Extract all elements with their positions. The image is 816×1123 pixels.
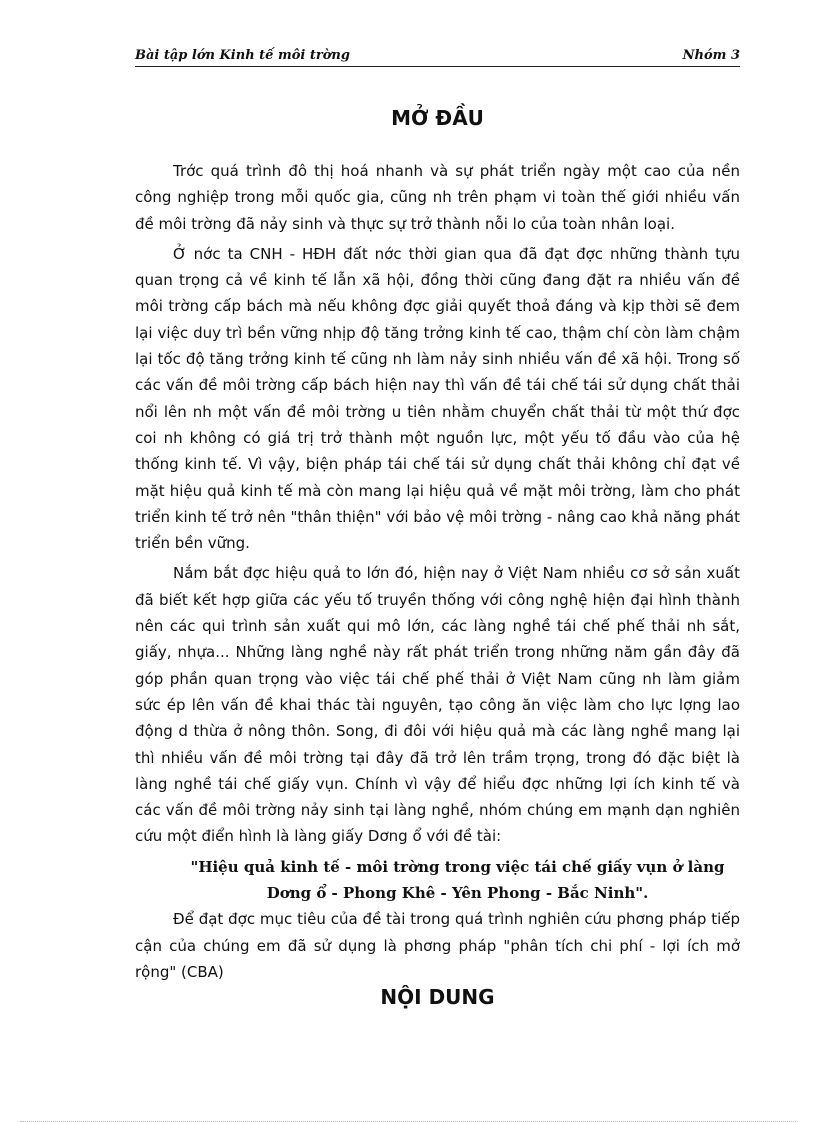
page-bottom-divider [20, 1121, 796, 1122]
header-group-label: Nhóm 3 [682, 48, 740, 63]
paragraph-2: Ở nớc ta CNH - HĐH đất nớc thời gian qua đã đạt đợc những thành tựu quan trọng cả về kinh tế lẫn xã hội, đồng thời cũng đang đặt ra nhiều vấn đề môi trờng cấp bách mà nếu không đợc giải quyết thoả đáng và kịp thời sẽ đem lại việc duy trì bền vững nhịp độ tăng trởng kinh tế cao, thậm chí còn làm chậm lại tốc độ tăng trởng kinh tế cũng nh làm nảy sinh nhiều vấn đề xã hội. Trong số các vấn đề môi trờng cấp bách hiện nay thì vấn đề tái chế tái sử dụng chất thải nổi lên nh một vấn đề môi trờng u tiên nhằm chuyển chất thải từ một thứ đợc coi nh không có giá trị trở thành một nguồn lực, một yếu tố đầu vào của hệ thống kinh tế. Vì vậy, biện pháp tái chế tái sử dụng chất thải không chỉ đạt về mặt hiệu quả kinh tế mà còn mang lại hiệu quả về mặt môi trờng, làm cho phát triển kinh tế trở nên "thân thiện" với bảo vệ môi trờng - nâng cao khả năng phát triển bền vững. [135, 244, 740, 553]
paragraph-4: Để đạt đợc mục tiêu của đề tài trong quá trình nghiên cứu phơng pháp tiếp cận của chúng em đã sử dụng là phơng pháp "phân tích chi phí - lợi ích mở rộng" (CBA) [135, 910, 740, 981]
topic-quote-line-1: "Hiệu quả kinh tế - môi trờng trong việc tái chế giấy vụn ở làng [190, 857, 725, 876]
page-header [135, 48, 740, 67]
header-document-title: Bài tập lớn Kinh tế môi trờng [135, 48, 350, 63]
body-text [135, 158, 740, 989]
page-title: MỞ ĐẦU [391, 106, 484, 130]
paragraph-1: Trớc quá trình đô thị hoá nhanh và sự phát triển ngày một cao của nền công nghiệp trong mỗi quốc gia, cũng nh trên phạm vi toàn thế giới nhiều vấn đề môi trờng đã nảy sinh và thực sự trở thành nỗi lo của toàn nhân loại. [135, 162, 740, 233]
topic-quote-line-2: Dơng ổ - Phong Khê - Yên Phong - Bắc Ninh". [266, 884, 649, 903]
section-title: NỘI DUNG [380, 985, 495, 1009]
paragraph-3: Nắm bắt đợc hiệu quả to lớn đó, hiện nay ở Việt Nam nhiều cơ sở sản xuất đã biết kết hợp giữa các yếu tố truyền thống với công nghệ hiện đại hình thành nên các qui trình sản xuất qui mô lớn, các làng nghề tái chế phế thải nh sắt, giấy, nhựa... Những làng nghề này rất phát triển trong những năm gần đây đã góp phần quan trọng vào việc tái chế phế thải ở Việt Nam cũng nh làm giảm sức ép lên vấn đề khai thác tài nguyên, tạo công ăn việc làm cho lực lợng lao động d thừa ở nông thôn. Song, đi đôi với hiệu quả mà các làng nghề mang lại thì nhiều vấn đề môi trờng tại đây đã trở lên trầm trọng, trong đó đặc biệt là làng nghề tái chế giấy vụn. Chính vì vậy để hiểu đợc những lợi ích kinh tế và các vấn đề môi trờng nảy sinh tại làng nghề, nhóm chúng em mạnh dạn nghiên cứu một điển hình là làng giấy Dơng ổ với đề tài: [135, 564, 740, 846]
